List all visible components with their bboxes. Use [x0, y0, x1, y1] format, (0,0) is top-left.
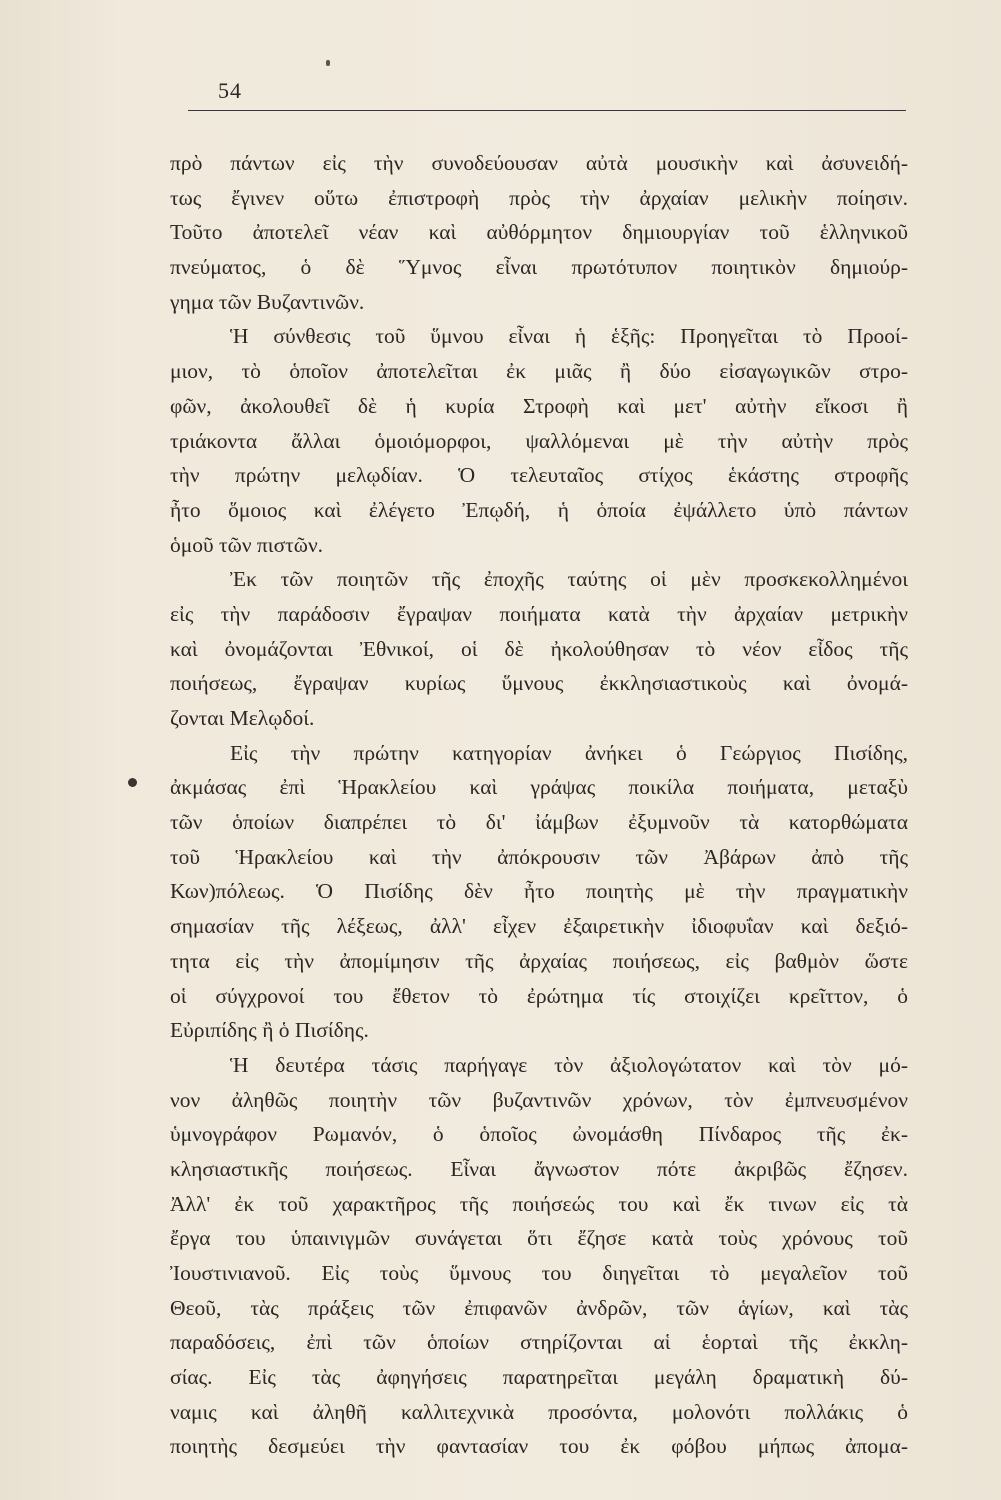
text-line: μιον, τὸ ὁποῖον ἀποτελεῖται ἐκ μιᾶς ἢ δύο εἰσαγωγικῶν στρο- [170, 359, 908, 384]
text-line: σημασίαν τῆς λέξεως, ἀλλ' εἶχεν ἐξαιρετικὴν ἰδιοφυΐαν καὶ δεξιό- [170, 914, 908, 939]
text-line: Ἀλλ' ἐκ τοῦ χαρακτῆρος τῆς ποιήσεώς του καὶ ἔκ τινων εἰς τὰ [170, 1191, 908, 1216]
header-rule [188, 110, 906, 111]
text-line: τῶν ὁποίων διαπρέπει τὸ δι' ἰάμβων ἐξυμνοῦν τὰ κατορθώματα [170, 810, 908, 835]
text-line: Τοῦτο ἀποτελεῖ νέαν καὶ αὐθόρμητον δημιουργίαν τοῦ ἑλληνικοῦ [170, 220, 908, 245]
text-line: ζονται Μελῳδοί. [170, 706, 315, 730]
text-line: πνεύματος, ὁ δὲ Ὕμνος εἶναι πρωτότυπον ποιητικὸν δημιούρ- [170, 255, 908, 280]
ink-speck [326, 60, 330, 66]
text-line: ἔργα του ὑπαινιγμῶν συνάγεται ὅτι ἔζησε κατὰ τοὺς χρόνους τοῦ [170, 1226, 908, 1251]
text-line: σίας. Εἰς τὰς ἀφηγήσεις παρατηρεῖται μεγάλη δραματικὴ δύ- [170, 1365, 908, 1390]
text-line: Κων)πόλεως. Ὁ Πισίδης δὲν ἦτο ποιητὴς μὲ τὴν πραγματικὴν [170, 879, 908, 904]
text-line: τοῦ Ἡρακλείου καὶ τὴν ἀπόκρουσιν τῶν Ἀβάρων ἀπὸ τῆς [170, 844, 908, 869]
text-line: ὑμνογράφον Ρωμανόν, ὁ ὁποῖος ὠνομάσθη Πίνδαρος τῆς ἐκ- [170, 1122, 908, 1147]
text-line: τητα εἰς τὴν ἀπομίμησιν τῆς ἀρχαίας ποιήσεως, εἰς βαθμὸν ὥστε [170, 948, 908, 973]
text-line: Ἡ σύνθεσις τοῦ ὕμνου εἶναι ἡ ἑξῆς: Προηγεῖται τὸ Προοί- [230, 324, 908, 349]
text-line: τὴν πρώτην μελῳδίαν. Ὁ τελευταῖος στίχος ἑκάστης στροφῆς [170, 463, 908, 488]
text-line: ὁμοῦ τῶν πιστῶν. [170, 532, 324, 557]
text-line: ποιητὴς δεσμεύει τὴν φαντασίαν του ἐκ φόβου μήπως ἀπομα- [170, 1434, 908, 1459]
text-line: ἦτο ὅμοιος καὶ ἐλέγετο Ἐπῳδή, ἡ ὁποία ἐψάλλετο ὑπὸ πάντων [170, 497, 908, 522]
text-line: Ἐκ τῶν ποιητῶν τῆς ἐποχῆς ταύτης οἱ μὲν προσκεκολλημένοι [230, 567, 908, 592]
text-line: ναμις καὶ ἀληθῆ καλλιτεχνικὰ προσόντα, μολονότι πολλάκις ὁ [170, 1399, 908, 1424]
page-header [188, 78, 906, 104]
margin-dot [128, 778, 137, 787]
text-line: καὶ ὀνομάζονται Ἐθνικοί, οἱ δὲ ἠκολούθησαν τὸ νέον εἶδος τῆς [170, 636, 908, 661]
body-text [170, 146, 908, 1464]
text-line: ἀκμάσας ἐπὶ Ἡρακλείου καὶ γράψας ποικίλα ποιήματα, μεταξὺ [170, 775, 908, 800]
text-line: τως ἔγινεν οὕτω ἐπιστροφὴ πρὸς τὴν ἀρχαίαν μελικὴν ποίησιν. [170, 185, 908, 210]
text-line: οἱ σύγχρονοί του ἔθετον τὸ ἐρώτημα τίς στοιχίζει κρεῖττον, ὁ [170, 983, 908, 1008]
text-line: γημα τῶν Βυζαντινῶν. [170, 289, 365, 314]
text-line: παραδόσεις, ἐπὶ τῶν ὁποίων στηρίζονται αἱ ἑορταὶ τῆς ἐκκλη- [170, 1330, 908, 1355]
text-line: Εἰς τὴν πρώτην κατηγορίαν ἀνήκει ὁ Γεώργιος Πισίδης, [230, 740, 908, 765]
page-number: 54 [218, 78, 242, 103]
text-line: ποιήσεως, ἔγραψαν κυρίως ὕμνους ἐκκλησιαστικοὺς καὶ ὀνομά- [170, 671, 908, 696]
text-line: πρὸ πάντων εἰς τὴν συνοδεύουσαν αὐτὰ μουσικὴν καὶ ἀσυνειδή- [170, 151, 908, 175]
text-line: φῶν, ἀκολουθεῖ δὲ ἡ κυρία Στροφὴ καὶ μετ' αὐτὴν εἴκοσι ἢ [170, 393, 908, 418]
text-line: κλησιαστικῆς ποιήσεως. Εἶναι ἄγνωστον πότε ἀκριβῶς ἔζησεν. [170, 1156, 908, 1181]
text-line: Θεοῦ, τὰς πράξεις τῶν ἐπιφανῶν ἀνδρῶν, τῶν ἁγίων, καὶ τὰς [170, 1295, 908, 1320]
text-line: νον ἀληθῶς ποιητὴν τῶν βυζαντινῶν χρόνων, τὸν ἐμπνευσμένον [170, 1087, 908, 1112]
text-line: εἰς τὴν παράδοσιν ἔγραψαν ποιήματα κατὰ τὴν ἀρχαίαν μετρικὴν [170, 601, 908, 626]
text-line: Ἰουστινιανοῦ. Εἰς τοὺς ὕμνους του διηγεῖται τὸ μεγαλεῖον τοῦ [170, 1261, 908, 1285]
text-line: τριάκοντα ἄλλαι ὁμοιόμορφοι, ψαλλόμεναι μὲ τὴν αὐτὴν πρὸς [170, 428, 908, 453]
text-line: Εὐριπίδης ἢ ὁ Πισίδης. [170, 1018, 369, 1043]
text-line: Ἡ δευτέρα τάσις παρήγαγε τὸν ἀξιολογώτατον καὶ τὸν μό- [230, 1052, 908, 1077]
